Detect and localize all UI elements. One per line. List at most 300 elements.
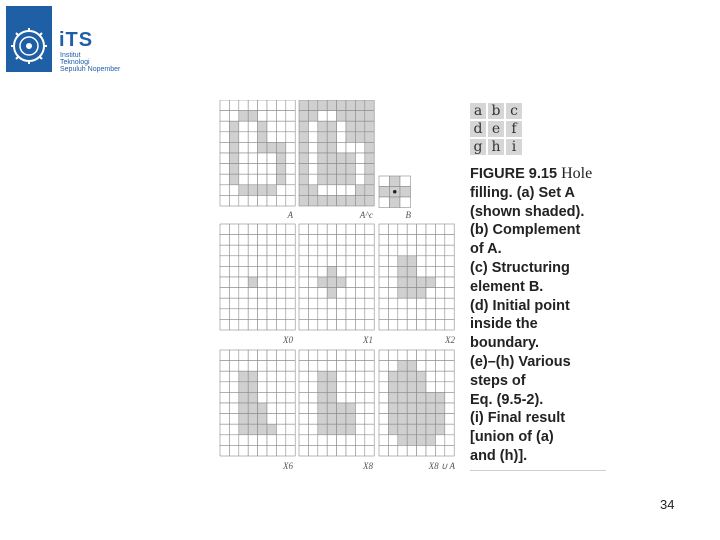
grid-cell (267, 350, 276, 361)
grid-cell (365, 224, 374, 235)
grid-cell (239, 435, 248, 446)
grid-cell (276, 111, 285, 122)
grid-cell (355, 298, 364, 309)
grid-cell (379, 277, 388, 288)
grid-cell (239, 245, 248, 256)
grid-cell (286, 371, 295, 382)
grid-cell (365, 235, 374, 246)
grid-cell (398, 224, 407, 235)
grid-cell (248, 142, 257, 153)
grid-cell (308, 277, 317, 288)
grid-cell (267, 414, 276, 425)
grid-cell (239, 298, 248, 309)
grid-cell (220, 277, 229, 288)
logo-line-1: Institut (60, 52, 81, 59)
grid-cell (239, 153, 248, 164)
grid-cell (318, 298, 327, 309)
grid-cell (337, 435, 346, 446)
grid-cell (435, 361, 444, 372)
grid-cell (445, 392, 454, 403)
grid-cell (417, 224, 426, 235)
grid-cell (346, 164, 355, 175)
panel-key-i: i (506, 139, 522, 155)
label-x2: X2 (445, 335, 455, 345)
panel-key-grid (470, 103, 524, 155)
grid-cell (355, 424, 364, 435)
grid-cell (445, 288, 454, 299)
panel-d (220, 224, 295, 330)
grid-cell (276, 382, 285, 393)
grid-cell (308, 445, 317, 456)
grid-cell (258, 132, 267, 143)
grid-cell (276, 309, 285, 320)
grid-cell (388, 245, 397, 256)
grid-cell (379, 298, 388, 309)
caption-lines (470, 184, 610, 466)
grid-cell (388, 256, 397, 267)
grid-cell (229, 445, 238, 456)
grid-cell (239, 132, 248, 143)
grid-cell (220, 195, 229, 206)
grid-cell (417, 414, 426, 425)
grid-cell (365, 445, 374, 456)
grid-cell (355, 132, 364, 143)
grid-cell (346, 445, 355, 456)
grid-cell (299, 164, 308, 175)
grid-cell (445, 371, 454, 382)
grid-cell (220, 111, 229, 122)
panel-f (379, 224, 454, 330)
grid-cell (337, 266, 346, 277)
grid-cell (248, 403, 257, 414)
grid-cell (308, 414, 317, 425)
caption-line: filling. (a) Set A (470, 184, 575, 201)
grid-cell (229, 195, 238, 206)
grid-cell (379, 266, 388, 277)
grid-cell (229, 132, 238, 143)
grid-cell (229, 298, 238, 309)
grid-cell (229, 350, 238, 361)
grid-cell (435, 245, 444, 256)
grid-cell (355, 435, 364, 446)
panel-key-e: e (488, 121, 504, 137)
grid-cell (258, 309, 267, 320)
origin-dot (393, 190, 397, 194)
grid-cell (346, 100, 355, 111)
panel-key-g: g (470, 139, 486, 155)
grid-cell (318, 445, 327, 456)
grid-cell (445, 309, 454, 320)
grid-cell (365, 319, 374, 330)
grid-cell (398, 235, 407, 246)
grid-cell (267, 153, 276, 164)
grid-cell (239, 392, 248, 403)
grid-cell (276, 121, 285, 132)
grid-cell (327, 424, 336, 435)
grid-cell (258, 174, 267, 185)
grid-cell (276, 224, 285, 235)
grid-cell (229, 256, 238, 267)
grid-cell (355, 153, 364, 164)
grid-cell (248, 361, 257, 372)
grid-cell (299, 195, 308, 206)
grid-cell (346, 142, 355, 153)
grid-cell (258, 235, 267, 246)
grid-cell (229, 121, 238, 132)
grid-cell (286, 235, 295, 246)
grid-cell (400, 187, 411, 198)
grid-cell (426, 277, 435, 288)
grid-cell (258, 435, 267, 446)
panel-key-b: b (488, 103, 504, 119)
grid-cell (379, 235, 388, 246)
grid-cell (407, 235, 416, 246)
panel-key-d: d (470, 121, 486, 137)
grid-cell (337, 185, 346, 196)
grid-cell (355, 235, 364, 246)
grid-cell (407, 445, 416, 456)
grid-cell (267, 298, 276, 309)
grid-cell (445, 298, 454, 309)
grid-cell (276, 319, 285, 330)
grid-cell (318, 153, 327, 164)
grid-cell (299, 277, 308, 288)
grid-cell (318, 195, 327, 206)
grid-cell (267, 319, 276, 330)
grid-cell (248, 350, 257, 361)
grid-cell (286, 132, 295, 143)
caption-line: (c) Structuring (470, 259, 570, 276)
grid-cell (337, 298, 346, 309)
grid-cell (286, 153, 295, 164)
grid-cell (276, 350, 285, 361)
grid-cell (435, 256, 444, 267)
grid-cell (318, 111, 327, 122)
grid-cell (239, 100, 248, 111)
grid-cell (286, 392, 295, 403)
grid-cell (299, 256, 308, 267)
grid-cell (248, 185, 257, 196)
grid-cell (417, 403, 426, 414)
grid-cell (276, 288, 285, 299)
caption-line: steps of (470, 372, 526, 389)
grid-cell (239, 195, 248, 206)
grid-cell (388, 309, 397, 320)
grid-cell (248, 298, 257, 309)
grid-cell (398, 435, 407, 446)
grid-cell (267, 100, 276, 111)
grid-cell (267, 256, 276, 267)
grid-cell (365, 256, 374, 267)
grid-cell (355, 174, 364, 185)
grid-cell (435, 309, 444, 320)
grid-cell (445, 277, 454, 288)
grid-cell (220, 142, 229, 153)
grid-cell (220, 164, 229, 175)
panel-key-f: f (506, 121, 522, 137)
grid-cell (388, 392, 397, 403)
grid-cell (388, 235, 397, 246)
grid-cell (426, 256, 435, 267)
panel-h (299, 350, 374, 456)
grid-cell (299, 403, 308, 414)
grid-cell (398, 392, 407, 403)
grid-cell (318, 121, 327, 132)
grid-cell (346, 382, 355, 393)
grid-cell (388, 288, 397, 299)
its-emblem-icon (6, 6, 52, 72)
grid-cell (435, 235, 444, 246)
grid-cell (267, 361, 276, 372)
grid-cell (388, 224, 397, 235)
grid-cell (337, 195, 346, 206)
grid-cell (407, 392, 416, 403)
grid-cell (308, 371, 317, 382)
grid-cell (258, 298, 267, 309)
grid-cell (258, 164, 267, 175)
grid-cell (286, 309, 295, 320)
grid-cell (379, 319, 388, 330)
grid-cell (398, 424, 407, 435)
grid-cell (388, 382, 397, 393)
grid-cell (220, 174, 229, 185)
grid-cell (229, 288, 238, 299)
grid-cell (318, 266, 327, 277)
grid-cell (445, 224, 454, 235)
grid-cell (417, 435, 426, 446)
grid-cell (318, 382, 327, 393)
grid-cell (355, 256, 364, 267)
grid-cell (308, 298, 317, 309)
grid-cell (239, 277, 248, 288)
grid-cell (337, 382, 346, 393)
grid-cell (220, 153, 229, 164)
grid-cell (426, 392, 435, 403)
grid-cell (248, 445, 257, 456)
grid-cell (379, 288, 388, 299)
grid-cell (337, 121, 346, 132)
grid-cell (327, 382, 336, 393)
grid-cell (299, 266, 308, 277)
grid-cell (258, 245, 267, 256)
grid-cell (445, 235, 454, 246)
grid-cell (239, 319, 248, 330)
grid-cell (346, 309, 355, 320)
grid-cell (407, 298, 416, 309)
grid-cell (299, 185, 308, 196)
grid-cell (258, 121, 267, 132)
grid-cell (220, 424, 229, 435)
grid-cell (355, 319, 364, 330)
grid-cell (258, 414, 267, 425)
grid-cell (318, 235, 327, 246)
grid-cell (365, 288, 374, 299)
grid-cell (327, 414, 336, 425)
grid-cell (258, 277, 267, 288)
grid-cell (365, 403, 374, 414)
grid-cell (239, 350, 248, 361)
grid-cell (337, 224, 346, 235)
grid-cell (286, 100, 295, 111)
grid-cell (276, 132, 285, 143)
grid-cell (346, 319, 355, 330)
panel-b (299, 100, 374, 206)
grid-cell (327, 100, 336, 111)
grid-cell (355, 111, 364, 122)
grid-cell (435, 319, 444, 330)
grid-cell (276, 153, 285, 164)
grid-cell (337, 309, 346, 320)
its-logo (6, 6, 130, 72)
grid-cell (286, 414, 295, 425)
grid-cell (407, 319, 416, 330)
grid-cell (276, 256, 285, 267)
grid-cell (318, 164, 327, 175)
grid-cell (276, 195, 285, 206)
grid-cell (239, 185, 248, 196)
grid-cell (337, 153, 346, 164)
logo-subtitle (60, 52, 120, 73)
grid-cell (417, 235, 426, 246)
logo-line-2: Teknologi (60, 59, 90, 66)
grid-cell (346, 153, 355, 164)
grid-cell (398, 319, 407, 330)
grid-cell (267, 185, 276, 196)
grid-cell (346, 277, 355, 288)
grid-cell (365, 414, 374, 425)
grid-cell (267, 445, 276, 456)
grid-cell (248, 235, 257, 246)
grid-cell (318, 350, 327, 361)
grid-cell (258, 382, 267, 393)
grid-cell (318, 185, 327, 196)
grid-cell (365, 153, 374, 164)
grid-cell (220, 298, 229, 309)
grid-cell (239, 235, 248, 246)
grid-cell (299, 100, 308, 111)
grid-cell (308, 424, 317, 435)
grid-cell (267, 309, 276, 320)
grid-cell (229, 424, 238, 435)
grid-cell (365, 266, 374, 277)
grid-cell (327, 277, 336, 288)
grid-cell (426, 403, 435, 414)
grid-cell (337, 245, 346, 256)
grid-cell (346, 195, 355, 206)
caption-line: (shown shaded). (470, 203, 585, 220)
grid-cell (276, 164, 285, 175)
grid-cell (379, 256, 388, 267)
grid-cell (286, 142, 295, 153)
grid-cell (239, 382, 248, 393)
label-x1: X1 (363, 335, 373, 345)
grid-cell (286, 435, 295, 446)
grid-cell (276, 277, 285, 288)
grid-cell (417, 277, 426, 288)
grid-cell (407, 245, 416, 256)
grid-cell (388, 403, 397, 414)
grid-cell (258, 256, 267, 267)
grid-cell (239, 174, 248, 185)
grid-cell (308, 256, 317, 267)
grid-cell (220, 392, 229, 403)
grid-cell (407, 309, 416, 320)
grid-cell (239, 111, 248, 122)
grid-cell (337, 392, 346, 403)
grid-cell (308, 142, 317, 153)
grid-cell (318, 245, 327, 256)
grid-cell (445, 445, 454, 456)
grid-cell (258, 361, 267, 372)
label-a: A (287, 210, 293, 220)
grid-cell (286, 256, 295, 267)
grid-cell (286, 350, 295, 361)
grid-cell (308, 195, 317, 206)
grid-cell (346, 392, 355, 403)
grid-cell (346, 424, 355, 435)
grid-cell (379, 361, 388, 372)
grid-cell (286, 288, 295, 299)
grid-cell (276, 185, 285, 196)
grid-cell (229, 371, 238, 382)
grid-cell (239, 142, 248, 153)
caption-line: (e)–(h) Various (470, 353, 571, 370)
grid-cell (426, 235, 435, 246)
grid-cell (229, 245, 238, 256)
grid-cell (417, 445, 426, 456)
grid-cell (220, 445, 229, 456)
grid-cell (388, 435, 397, 446)
grid-cell (365, 371, 374, 382)
caption-line: Eq. (9.5-2). (470, 391, 544, 408)
grid-cell (435, 445, 444, 456)
grid-cell (426, 361, 435, 372)
grid-cell (229, 142, 238, 153)
grid-cell (400, 197, 411, 208)
grid-cell (318, 371, 327, 382)
grid-cell (318, 392, 327, 403)
grid-cell (308, 382, 317, 393)
grid-cell (426, 435, 435, 446)
grid-cell (388, 277, 397, 288)
grid-cell (327, 256, 336, 267)
grid-cell (355, 277, 364, 288)
grid-cell (258, 350, 267, 361)
grid-cell (426, 414, 435, 425)
grid-cell (299, 235, 308, 246)
grid-cell (267, 382, 276, 393)
grid-cell (388, 266, 397, 277)
grid-cell (346, 256, 355, 267)
grid-cell (407, 350, 416, 361)
grid-cell (435, 277, 444, 288)
grid-cell (220, 319, 229, 330)
grid-cell (220, 288, 229, 299)
grid-cell (417, 288, 426, 299)
grid-cell (390, 176, 401, 187)
grid-cell (327, 361, 336, 372)
grid-cell (417, 350, 426, 361)
grid-cell (318, 403, 327, 414)
grid-cell (299, 245, 308, 256)
grid-cell (327, 445, 336, 456)
grid-cell (417, 382, 426, 393)
caption-line: inside the (470, 316, 538, 333)
grid-cell (445, 382, 454, 393)
figure-image (219, 100, 459, 472)
caption-line: (b) Complement (470, 222, 581, 239)
grid-cell (355, 403, 364, 414)
